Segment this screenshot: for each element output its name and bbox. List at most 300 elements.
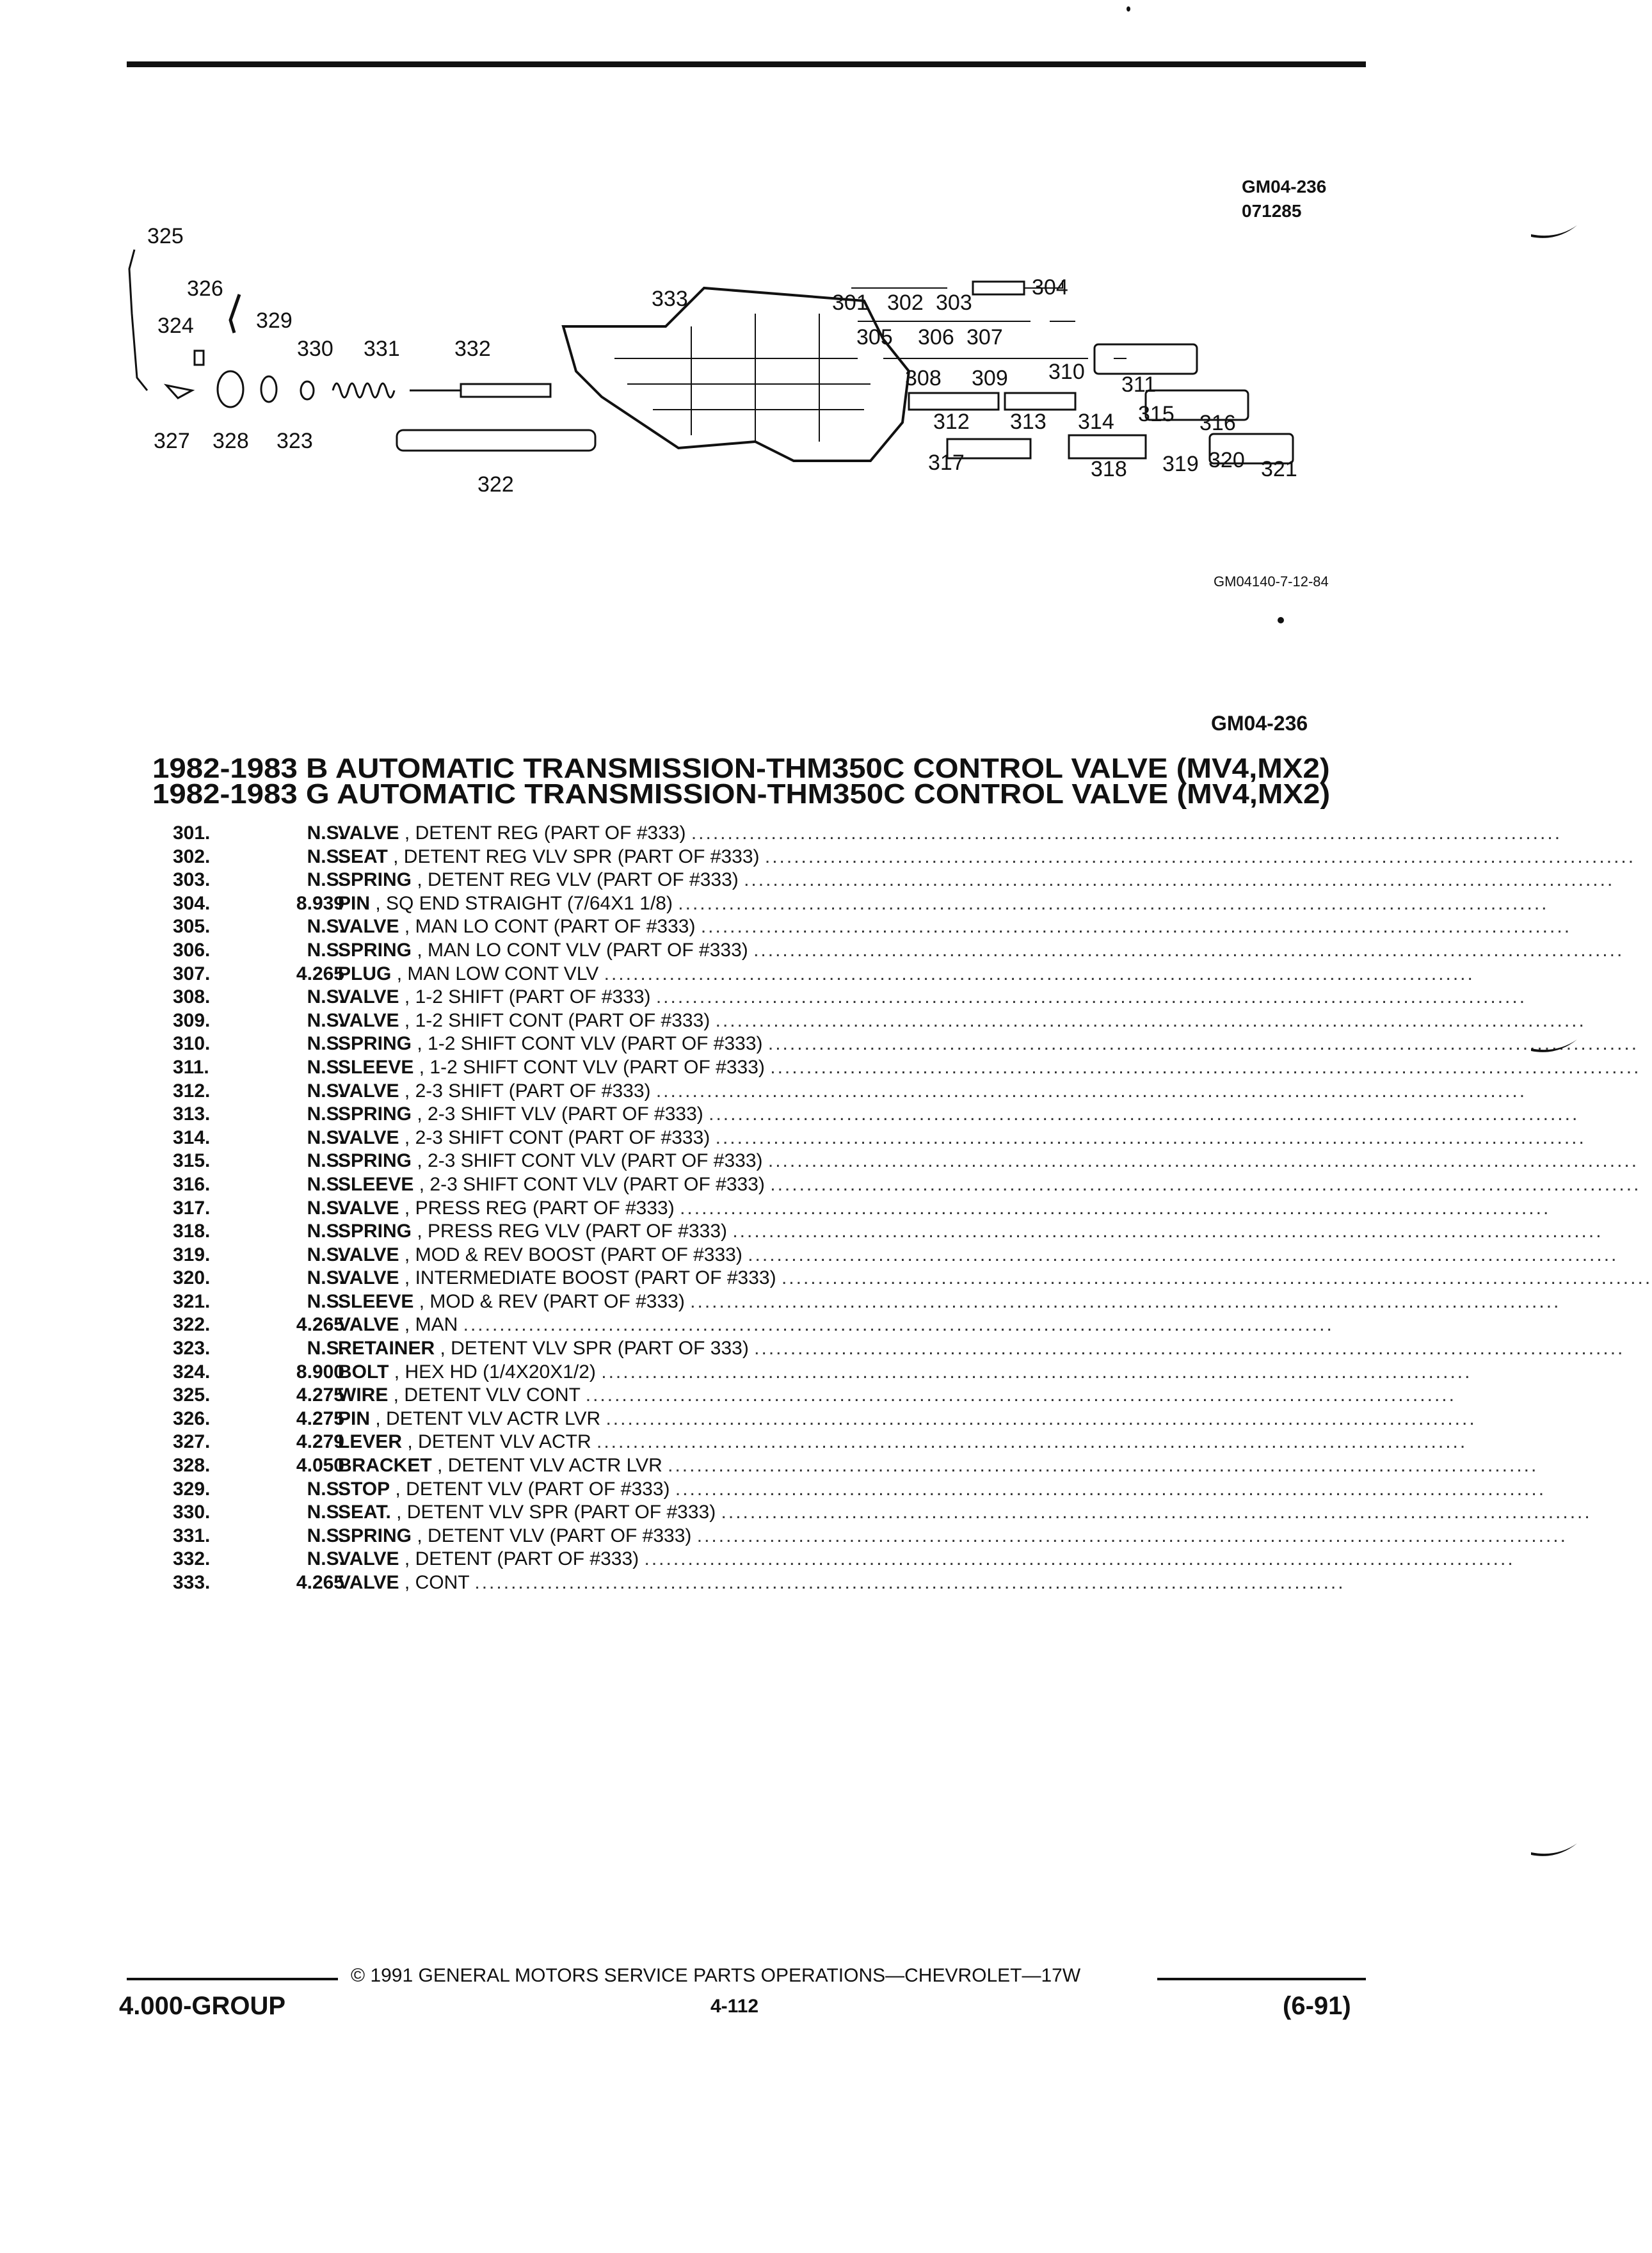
- callout-304: 304: [1032, 275, 1068, 300]
- part-detail: , MAN LO CONT (PART OF #333): [404, 916, 696, 938]
- part-description: [338, 1501, 1592, 1524]
- part-row: [154, 892, 1549, 916]
- callout-313: 313: [1010, 410, 1047, 434]
- part-name: VALVE: [338, 1126, 399, 1148]
- part-name: VALVE: [338, 1314, 399, 1336]
- leader-dots: ........................................................................................................................: [715, 1126, 1586, 1148]
- part-row: [154, 1197, 1551, 1221]
- part-description: [338, 1267, 1652, 1290]
- part-name: VALVE: [338, 1572, 399, 1593]
- part-row: [154, 915, 1572, 939]
- leader-dots: ........................................................................................................................: [764, 846, 1636, 867]
- part-name: SLEEVE: [338, 1173, 414, 1195]
- part-detail: , DETENT VLV ACTR: [407, 1431, 591, 1453]
- part-detail: , 2-3 SHIFT CONT (PART OF #333): [404, 1126, 710, 1148]
- part-name: VALVE: [338, 916, 399, 938]
- callout-331: 331: [364, 337, 400, 361]
- part-number: 313.: [173, 1103, 211, 1125]
- part-detail: , DETENT VLV ACTR LVR: [375, 1407, 601, 1429]
- part-row: [154, 869, 1615, 892]
- header-date: 071285: [1242, 201, 1302, 221]
- part-number: 321.: [173, 1290, 211, 1312]
- edge-tab-mark: [1531, 223, 1577, 242]
- leader-dots: ........................................................................................................................: [585, 1384, 1456, 1406]
- part-row: [154, 822, 1562, 846]
- part-name: RETAINER: [338, 1338, 435, 1359]
- part-detail: , 1-2 SHIFT CONT (PART OF #333): [404, 1009, 710, 1031]
- spring-331-drawing: [333, 383, 394, 397]
- part-row: [154, 1103, 1580, 1126]
- part-number: 327.: [173, 1431, 211, 1453]
- part-number: 330.: [173, 1502, 211, 1523]
- part-name: SPRING: [338, 1525, 412, 1546]
- part-row: [154, 1150, 1639, 1173]
- part-row: [154, 939, 1624, 963]
- leader-dots: ........................................................................................................................: [655, 986, 1527, 1008]
- part-group-code: N.S.: [307, 1290, 344, 1312]
- part-group-code: N.S.: [307, 822, 344, 844]
- part-description: [338, 1525, 1568, 1548]
- section-title-line-1: 1982-1983 B AUTOMATIC TRANSMISSION-THM350C CONTROL VALVE (MV4,MX2): [152, 753, 1330, 784]
- part-detail: , 1-2 SHIFT CONT VLV (PART OF #333): [419, 1056, 765, 1078]
- part-name: SEAT: [338, 846, 388, 867]
- callout-308: 308: [905, 366, 942, 390]
- part-description: [338, 1056, 1641, 1079]
- leader-dots: ........................................................................................................................: [781, 1267, 1652, 1289]
- callout-330: 330: [297, 337, 333, 361]
- edge-tab-mark: [1531, 1037, 1577, 1056]
- part-number: 319.: [173, 1244, 211, 1265]
- part-name: SLEEVE: [338, 1290, 414, 1312]
- leader-dots: ........................................................................................................................: [770, 1056, 1641, 1078]
- part-number: 311.: [173, 1056, 209, 1078]
- part-row: [154, 1384, 1456, 1407]
- part-detail: , CONT: [404, 1572, 470, 1593]
- part-name: VALVE: [338, 1197, 399, 1219]
- part-number: 307.: [173, 963, 211, 984]
- leader-dots: ........................................................................................................................: [709, 1103, 1580, 1125]
- sleeve-311-drawing: [1095, 344, 1197, 374]
- part-row: [154, 1220, 1603, 1244]
- footer-copyright: © 1991 GENERAL MOTORS SERVICE PARTS OPERATIONS—CHEVROLET—17W: [351, 1965, 1081, 1986]
- part-row: [154, 1501, 1592, 1525]
- part-group-code: N.S.: [307, 1126, 344, 1148]
- part-row: [154, 1009, 1586, 1033]
- leader-dots: ........................................................................................................................: [680, 1197, 1551, 1219]
- part-group-code: N.S.: [307, 1173, 344, 1195]
- part-number: 303.: [173, 869, 211, 891]
- spring-303-drawing: [973, 282, 1024, 294]
- leader-dots: ........................................................................................................................: [715, 1009, 1586, 1031]
- part-row: [154, 1126, 1586, 1150]
- part-group-code: N.S.: [307, 869, 344, 891]
- part-group-code: N.S.: [307, 1150, 344, 1172]
- part-detail: , MAN LOW CONT VLV: [396, 963, 599, 984]
- part-name: SEAT.: [338, 1502, 391, 1523]
- part-number: 331.: [173, 1525, 211, 1546]
- part-row: [154, 1290, 1561, 1314]
- speck-mark: [1127, 6, 1130, 12]
- part-name: PIN: [338, 1407, 371, 1429]
- callout-321: 321: [1261, 457, 1297, 481]
- part-group-code: N.S.: [307, 939, 344, 961]
- part-detail: , 2-3 SHIFT VLV (PART OF #333): [417, 1103, 703, 1125]
- footer-page-number: 4-112: [710, 1996, 759, 2017]
- part-name: PLUG: [338, 963, 392, 984]
- part-detail: , SQ END STRAIGHT (7/64X1 1/8): [375, 892, 673, 914]
- part-group-code: N.S.: [307, 1478, 344, 1500]
- leader-dots: ........................................................................................................................: [696, 1525, 1568, 1546]
- part-row: [154, 1361, 1472, 1384]
- callout-332: 332: [454, 337, 491, 361]
- part-description: [338, 1150, 1639, 1173]
- part-number: 314.: [173, 1126, 211, 1148]
- part-description: [338, 892, 1549, 915]
- part-detail: , 1-2 SHIFT (PART OF #333): [404, 986, 651, 1008]
- part-name: LEVER: [338, 1431, 403, 1453]
- valve-332-drawing: [410, 384, 550, 397]
- part-detail: , PRESS REG VLV (PART OF #333): [417, 1221, 727, 1242]
- part-detail: , DETENT VLV (PART OF #333): [417, 1525, 692, 1546]
- leader-dots: ........................................................................................................................: [767, 1033, 1639, 1055]
- part-group-code: N.S.: [307, 1221, 344, 1242]
- callout-327: 327: [154, 429, 190, 453]
- callout-320: 320: [1208, 448, 1245, 472]
- stop-329-drawing: [261, 376, 277, 402]
- part-description: [338, 1337, 1625, 1360]
- bracket-328-drawing: [218, 371, 243, 407]
- part-name: SPRING: [338, 1033, 412, 1055]
- figure-code: GM04140-7-12-84: [1214, 573, 1329, 589]
- part-group-code: N.S.: [307, 1056, 344, 1078]
- part-description: [338, 1103, 1580, 1126]
- footer-group: 4.000-GROUP: [119, 1992, 286, 2020]
- part-description: [338, 1220, 1603, 1243]
- part-number: 305.: [173, 916, 211, 938]
- pin-326-drawing: [230, 294, 239, 333]
- part-name: SLEEVE: [338, 1056, 414, 1078]
- section-code: GM04-236: [1211, 712, 1308, 735]
- part-group-code: N.S.: [307, 1502, 344, 1523]
- callout-317: 317: [928, 451, 965, 475]
- callout-301: 301: [832, 291, 869, 315]
- part-detail: , MOD & REV (PART OF #333): [419, 1290, 685, 1312]
- part-number: 318.: [173, 1221, 211, 1242]
- part-group-code: N.S.: [307, 1548, 344, 1570]
- part-group-code: N.S.: [307, 1197, 344, 1219]
- part-name: WIRE: [338, 1384, 389, 1406]
- leader-dots: ........................................................................................................................: [753, 939, 1624, 961]
- part-description: [338, 1478, 1546, 1501]
- part-number: 315.: [173, 1150, 211, 1172]
- seat-330-drawing: [301, 381, 314, 399]
- part-description: [338, 963, 1475, 986]
- part-row: [154, 1548, 1515, 1571]
- part-description: [338, 1407, 1477, 1431]
- part-name: VALVE: [338, 1080, 399, 1102]
- part-number: 302.: [173, 846, 211, 867]
- part-name: SPRING: [338, 869, 412, 891]
- part-row: [154, 1267, 1652, 1290]
- part-number: 322.: [173, 1314, 211, 1336]
- part-detail: , 1-2 SHIFT CONT VLV (PART OF #333): [417, 1033, 763, 1055]
- part-detail: , PRESS REG (PART OF #333): [404, 1197, 675, 1219]
- part-description: [338, 986, 1527, 1009]
- part-row: [154, 1032, 1639, 1056]
- callout-311: 311: [1121, 373, 1157, 397]
- part-row: [154, 1525, 1568, 1548]
- part-row: [154, 1407, 1477, 1431]
- callout-326: 326: [187, 277, 223, 301]
- part-number: 332.: [173, 1548, 211, 1570]
- part-number: 316.: [173, 1173, 211, 1195]
- part-detail: , MAN LO CONT VLV (PART OF #333): [417, 939, 748, 961]
- part-number: 308.: [173, 986, 211, 1008]
- part-description: [338, 1197, 1551, 1220]
- part-detail: , DETENT VLV SPR (PART OF #333): [396, 1502, 716, 1523]
- part-group-code: 4.275: [296, 1407, 344, 1429]
- leader-dots: ........................................................................................................................: [604, 963, 1475, 984]
- footer-rule-right: [1157, 1978, 1366, 1980]
- callout-310: 310: [1048, 360, 1085, 384]
- leader-dots: ........................................................................................................................: [644, 1548, 1515, 1570]
- part-description: [338, 1454, 1539, 1477]
- callout-333: 333: [652, 287, 688, 311]
- part-row: [154, 1244, 1619, 1267]
- part-group-code: N.S.: [307, 986, 344, 1008]
- part-name: VALVE: [338, 1267, 399, 1289]
- callout-307: 307: [966, 325, 1003, 349]
- callout-312: 312: [933, 410, 970, 434]
- speck-mark: [1278, 617, 1284, 623]
- part-description: [338, 1384, 1456, 1407]
- callout-325: 325: [147, 224, 184, 248]
- callout-329: 329: [256, 309, 293, 333]
- edge-tab-mark: [1531, 1841, 1577, 1860]
- parts-list: [154, 822, 1652, 1595]
- part-description: [338, 1548, 1515, 1571]
- part-name: BOLT: [338, 1361, 389, 1383]
- part-description: [338, 869, 1615, 892]
- footer-rule-left: [127, 1978, 338, 1980]
- part-group-code: 8.900: [296, 1361, 344, 1383]
- part-row: [154, 1313, 1334, 1337]
- leader-dots: ........................................................................................................................: [597, 1431, 1468, 1453]
- part-number: 326.: [173, 1407, 211, 1429]
- callout-322: 322: [477, 472, 514, 497]
- part-number: 329.: [173, 1478, 211, 1500]
- part-group-code: 4.265: [296, 963, 344, 984]
- part-number: 310.: [173, 1033, 211, 1055]
- part-detail: , DETENT VLV SPR (PART OF 333): [440, 1338, 749, 1359]
- leader-dots: ........................................................................................................................: [675, 1478, 1546, 1500]
- callout-315: 315: [1138, 402, 1175, 426]
- part-group-code: N.S.: [307, 1009, 344, 1031]
- callout-314: 314: [1078, 410, 1114, 434]
- part-group-code: N.S.: [307, 1103, 344, 1125]
- part-description: [338, 1431, 1468, 1454]
- top-rule: [127, 61, 1366, 67]
- part-description: [338, 1032, 1639, 1055]
- part-group-code: 4.265: [296, 1314, 344, 1336]
- part-detail: , DETENT (PART OF #333): [404, 1548, 639, 1570]
- leader-dots: ........................................................................................................................: [678, 892, 1549, 914]
- part-number: 309.: [173, 1009, 211, 1031]
- callout-324: 324: [157, 314, 194, 338]
- part-number: 323.: [173, 1338, 211, 1359]
- header-code: GM04-236: [1242, 177, 1327, 196]
- section-title-line-2: 1982-1983 G AUTOMATIC TRANSMISSION-THM350C CONTROL VALVE (MV4,MX2): [152, 778, 1331, 810]
- part-name: VALVE: [338, 822, 399, 844]
- part-detail: , DETENT VLV CONT: [393, 1384, 581, 1406]
- part-detail: , INTERMEDIATE BOOST (PART OF #333): [404, 1267, 776, 1289]
- part-description: [338, 1571, 1345, 1594]
- leader-dots: ........................................................................................................................: [721, 1502, 1592, 1523]
- part-group-code: N.S.: [307, 1338, 344, 1359]
- part-group-code: N.S.: [307, 1244, 344, 1265]
- part-name: VALVE: [338, 1009, 399, 1031]
- leader-dots: ........................................................................................................................: [767, 1150, 1639, 1172]
- part-description: [338, 1080, 1527, 1103]
- callout-316: 316: [1199, 411, 1236, 435]
- leader-dots: ........................................................................................................................: [770, 1173, 1641, 1195]
- part-detail: , 2-3 SHIFT CONT VLV (PART OF #333): [419, 1173, 765, 1195]
- part-name: BRACKET: [338, 1455, 432, 1477]
- part-detail: , MOD & REV BOOST (PART OF #333): [404, 1244, 742, 1265]
- part-detail: , DETENT REG VLV SPR (PART OF #333): [393, 846, 760, 867]
- part-number: 325.: [173, 1384, 211, 1406]
- part-row: [154, 1454, 1539, 1478]
- part-number: 306.: [173, 939, 211, 961]
- callout-323: 323: [277, 429, 313, 453]
- callout-328: 328: [213, 429, 249, 453]
- part-group-code: N.S.: [307, 1033, 344, 1055]
- leader-dots: ........................................................................................................................: [744, 869, 1615, 891]
- valve-308-drawing: [909, 393, 998, 410]
- callout-303: 303: [936, 291, 972, 315]
- part-row: [154, 986, 1527, 1009]
- leader-dots: ........................................................................................................................: [691, 822, 1562, 844]
- part-group-code: 4.050: [296, 1455, 344, 1477]
- leader-dots: ........................................................................................................................: [605, 1407, 1477, 1429]
- part-name: PIN: [338, 892, 371, 914]
- footer-revision: (6-91): [1283, 1992, 1351, 2020]
- callout-305: 305: [856, 325, 893, 349]
- part-detail: , 2-3 SHIFT (PART OF #333): [404, 1080, 651, 1102]
- callout-319: 319: [1162, 452, 1199, 476]
- diagram-drawing: [115, 224, 1370, 512]
- part-detail: , DETENT VLV (PART OF #333): [395, 1478, 670, 1500]
- part-description: [338, 939, 1624, 962]
- callout-306: 306: [918, 325, 954, 349]
- part-row: [154, 1080, 1527, 1103]
- part-group-code: N.S.: [307, 846, 344, 867]
- callout-309: 309: [972, 366, 1008, 390]
- part-name: SPRING: [338, 1150, 412, 1172]
- part-detail: , 2-3 SHIFT CONT VLV (PART OF #333): [417, 1150, 763, 1172]
- leader-dots: ........................................................................................................................: [732, 1221, 1603, 1242]
- part-group-code: 4.275: [296, 1384, 344, 1406]
- leader-dots: ........................................................................................................................: [668, 1455, 1539, 1477]
- exploded-diagram: [115, 224, 1370, 512]
- leader-dots: ........................................................................................................................: [748, 1244, 1619, 1265]
- part-description: [338, 915, 1572, 938]
- leader-dots: ........................................................................................................................: [474, 1572, 1345, 1593]
- bolt-324-drawing: [195, 351, 204, 365]
- part-description: [338, 1126, 1586, 1150]
- part-group-code: N.S.: [307, 1080, 344, 1102]
- part-description: [338, 846, 1636, 869]
- part-number: 320.: [173, 1267, 211, 1289]
- spring-318-drawing: [1069, 435, 1146, 458]
- valve-309-drawing: [1005, 393, 1075, 410]
- part-row: [154, 846, 1636, 869]
- part-number: 328.: [173, 1455, 211, 1477]
- part-group-code: 4.279: [296, 1431, 344, 1453]
- part-name: STOP: [338, 1478, 390, 1500]
- part-number: 304.: [173, 892, 211, 914]
- callout-302: 302: [887, 291, 924, 315]
- part-row: [154, 1173, 1641, 1197]
- part-row: [154, 1478, 1546, 1502]
- part-group-code: 8.939: [296, 892, 344, 914]
- part-name: VALVE: [338, 1244, 399, 1265]
- part-group-code: 4.265: [296, 1572, 344, 1593]
- leader-dots: ........................................................................................................................: [655, 1080, 1527, 1102]
- part-name: SPRING: [338, 1221, 412, 1242]
- part-number: 301.: [173, 822, 211, 844]
- lever-327-drawing: [166, 385, 192, 398]
- part-detail: , DETENT VLV ACTR LVR: [437, 1455, 662, 1477]
- leader-dots: ........................................................................................................................: [601, 1361, 1472, 1383]
- part-detail: , DETENT REG (PART OF #333): [404, 822, 686, 844]
- part-number: 333.: [173, 1572, 211, 1593]
- valve-322-drawing: [397, 430, 595, 451]
- wire-325-drawing: [129, 250, 147, 390]
- part-detail: , MAN: [404, 1314, 458, 1336]
- part-row: [154, 1056, 1641, 1080]
- leader-dots: ........................................................................................................................: [690, 1290, 1561, 1312]
- part-number: 317.: [173, 1197, 211, 1219]
- part-row: [154, 1571, 1345, 1595]
- part-description: [338, 1173, 1641, 1196]
- leader-dots: ........................................................................................................................: [754, 1338, 1625, 1359]
- part-description: [338, 1290, 1561, 1313]
- part-name: VALVE: [338, 1548, 399, 1570]
- part-description: [338, 1313, 1334, 1336]
- part-number: 312.: [173, 1080, 211, 1102]
- part-group-code: N.S.: [307, 916, 344, 938]
- part-detail: , HEX HD (1/4X20X1/2): [394, 1361, 596, 1383]
- callout-318: 318: [1091, 457, 1127, 481]
- part-description: [338, 1361, 1472, 1384]
- part-row: [154, 963, 1475, 986]
- part-row: [154, 1337, 1625, 1361]
- part-description: [338, 1009, 1586, 1032]
- leader-dots: ........................................................................................................................: [463, 1314, 1334, 1336]
- leader-dots: ........................................................................................................................: [700, 916, 1572, 938]
- part-row: [154, 1431, 1468, 1454]
- part-description: [338, 1244, 1619, 1267]
- part-group-code: N.S.: [307, 1267, 344, 1289]
- part-detail: , DETENT REG VLV (PART OF #333): [417, 869, 739, 891]
- part-number: 324.: [173, 1361, 211, 1383]
- part-group-code: N.S.: [307, 1525, 344, 1546]
- part-name: SPRING: [338, 1103, 412, 1125]
- part-name: SPRING: [338, 939, 412, 961]
- part-name: VALVE: [338, 986, 399, 1008]
- part-description: [338, 822, 1562, 845]
